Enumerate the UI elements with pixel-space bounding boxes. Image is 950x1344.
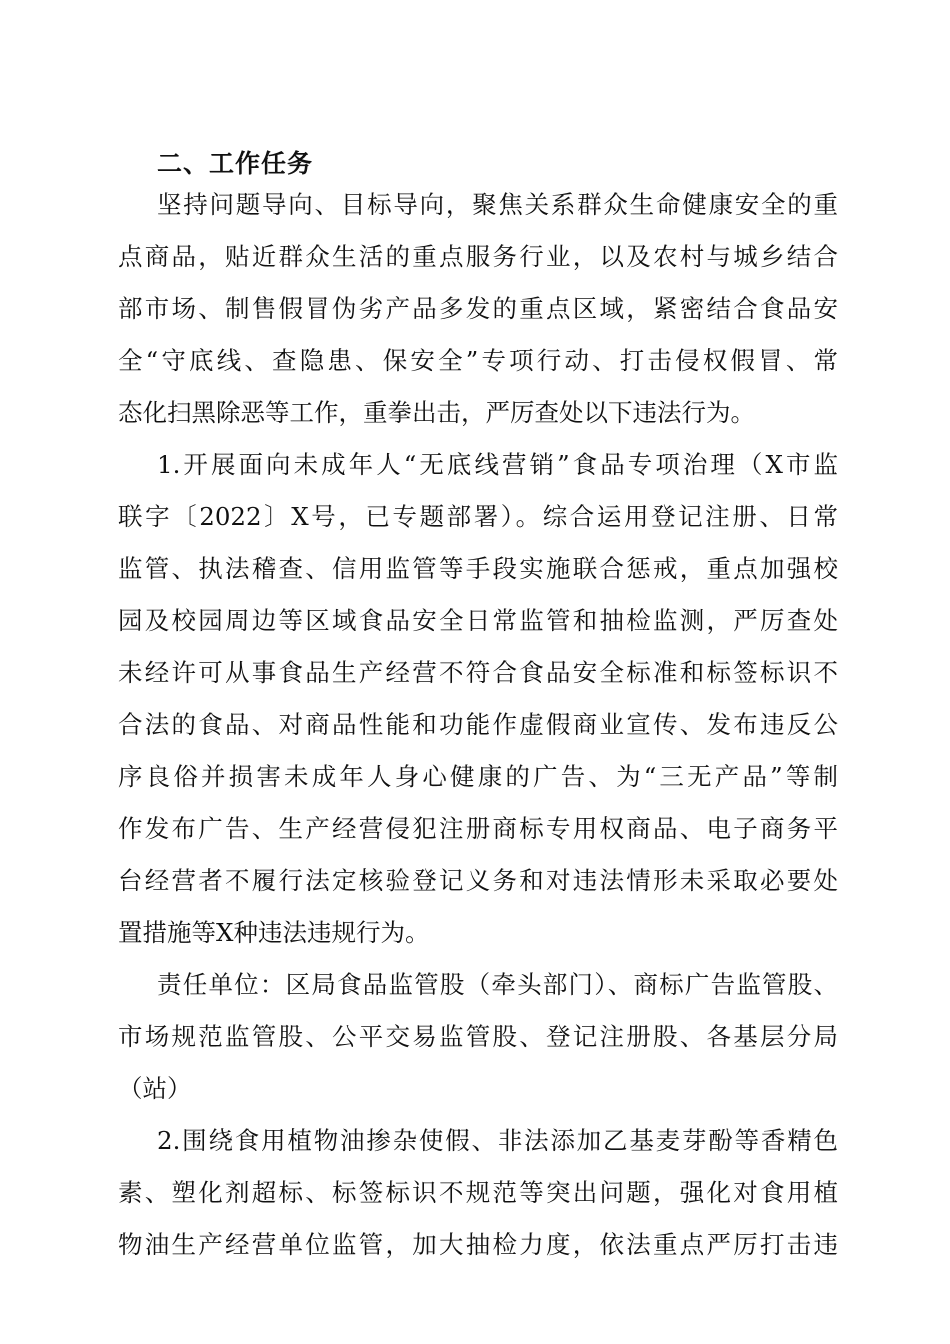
text-line: 监管、执法稽查、信用监管等手段实施联合惩戒，重点加强校 [118,554,838,583]
text-line: 园及校园周边等区域食品安全日常监管和抽检监测，严厉查处 [118,606,838,635]
text-line: 未经许可从事食品生产经营不符合食品安全标准和标签标识不 [118,658,838,687]
text-line: 合法的食品、对商品性能和功能作虚假商业宣传、发布违反公 [118,710,838,739]
section-heading: 二、工作任务 [157,149,314,178]
text-line: 市场规范监管股、公平交易监管股、登记注册股、各基层分局 [118,1022,838,1051]
text-line: 序良俗并损害未成年人身心健康的广告、为“三无产品”等制 [118,762,838,791]
text-line: 全“守底线、查隐患、保安全”专项行动、打击侵权假冒、常 [118,346,838,375]
text-line: 物油生产经营单位监管，加大抽检力度，依法重点严厉打击违 [118,1230,838,1259]
text-line: 点商品，贴近群众生活的重点服务行业，以及农村与城乡结合 [118,242,838,271]
text-line: 部市场、制售假冒伪劣产品多发的重点区域，紧密结合食品安 [118,294,838,323]
text-line: 坚持问题导向、目标导向，聚焦关系群众生命健康安全的重 [157,190,838,219]
text-line: 作发布广告、生产经营侵犯注册商标专用权商品、电子商务平 [118,814,838,843]
text-line: 置措施等X种违法违规行为。 [118,918,430,947]
text-line: 台经营者不履行法定核验登记义务和对违法情形未采取必要处 [118,866,838,895]
text-line: 1.开展面向未成年人“无底线营销”食品专项治理（X市监 [157,450,838,479]
text-line: 联字〔2022〕X号，已专题部署）。综合运用登记注册、日常 [118,502,838,531]
text-line: 态化扫黑除恶等工作，重拳出击，严厉查处以下违法行为。 [118,398,755,427]
text-line: （站） [118,1074,192,1103]
text-line: 2.围绕食用植物油掺杂使假、非法添加乙基麦芽酚等香精色 [157,1126,838,1155]
text-line: 责任单位：区局食品监管股（牵头部门）、商标广告监管股、 [157,970,838,999]
text-line: 素、塑化剂超标、标签标识不规范等突出问题，强化对食用植 [118,1178,838,1207]
